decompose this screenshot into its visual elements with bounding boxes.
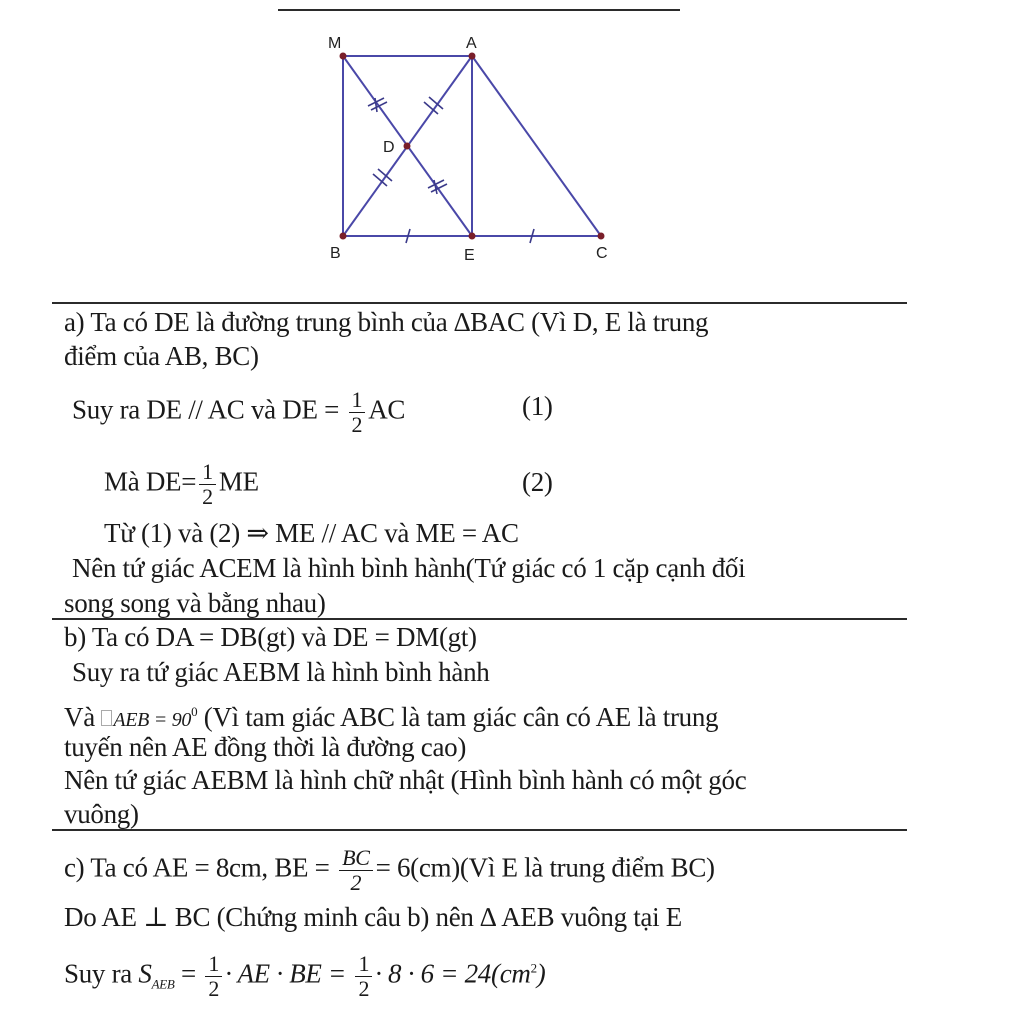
label-E: E (464, 247, 475, 264)
b-line-1: b) Ta có DA = DB(gt) và DE = DM(gt) (64, 622, 477, 652)
a-line-5: Từ (1) và (2) ⇒ ME // AC và ME = AC (104, 518, 519, 548)
label-M: M (328, 35, 342, 52)
point-E (469, 233, 476, 240)
point-M (340, 53, 347, 60)
point-D (404, 143, 411, 150)
a-eq-number-1: (1) (522, 391, 553, 421)
c-line-1: c) Ta có AE = 8cm, BE = $\frac{BC}{2}$ = 6(cm)(Vì E là trung điểm BC) (64, 845, 715, 895)
label-C: C (596, 245, 608, 262)
b-line-5: Nên tứ giác AEBM là hình chữ nhật (Hình bình hành có một góc (64, 765, 747, 795)
a-line-7: song song và bằng nhau) (64, 588, 326, 618)
a-line-6: Nên tứ giác ACEM là hình bình hành(Tứ giác có 1 cặp cạnh đối (72, 553, 746, 583)
segment-AC (472, 56, 601, 236)
rule-c-top (52, 829, 907, 831)
point-A (469, 53, 476, 60)
a-line-3: Suy ra DE // AC và DE = $\frac{1}{2}$ AC (72, 387, 406, 437)
b-line-3: Và AEB = $90^0$ (Vì tam giác ABC là tam giác cân có AE là trung (64, 702, 719, 732)
a-eq-number-2: (2) (522, 467, 553, 497)
point-B (340, 233, 347, 240)
label-B: B (330, 245, 341, 262)
b-line-2: Suy ra tứ giác AEBM là hình bình hành (72, 657, 490, 687)
a-line-2: điểm của AB, BC) (64, 341, 259, 371)
b-line-6: vuông) (64, 799, 139, 829)
point-C (598, 233, 605, 240)
a-line-4: Mà DE= $\frac{1}{2}$ ME (104, 459, 259, 509)
c-line-3: Suy ra $S_{AEB}$ = $\frac{1}{2}$ · AE · BE = $\frac{1}{2}$ · $8 \cdot 6 = 24(cm^2)$ (64, 951, 546, 1001)
c-line-2: Do AE ⊥ BC (Chứng minh câu b) nên ∆ AEB vuông tại E (64, 902, 682, 932)
geometry-figure (0, 0, 1024, 290)
fraction-half: $\frac{1}{2}$ (355, 952, 372, 1001)
fraction-bc-over-2: $\frac{BC}{2}$ (339, 846, 373, 895)
label-A: A (466, 35, 477, 52)
a-line-1: a) Ta có DE là đường trung bình của ∆BAC (Vì D, E là trung (64, 307, 709, 337)
missing-glyph-icon (101, 710, 112, 726)
b-line-4: tuyến nên AE đồng thời là đường cao) (64, 732, 467, 762)
tick-marks (368, 97, 534, 243)
label-D: D (383, 139, 395, 156)
fraction-half: $\frac{1}{2}$ (205, 952, 222, 1001)
fraction-half: $\frac{1}{2}$ (349, 388, 366, 437)
fraction-half: $\frac{1}{2}$ (199, 460, 216, 509)
rule-a-top (52, 302, 907, 304)
